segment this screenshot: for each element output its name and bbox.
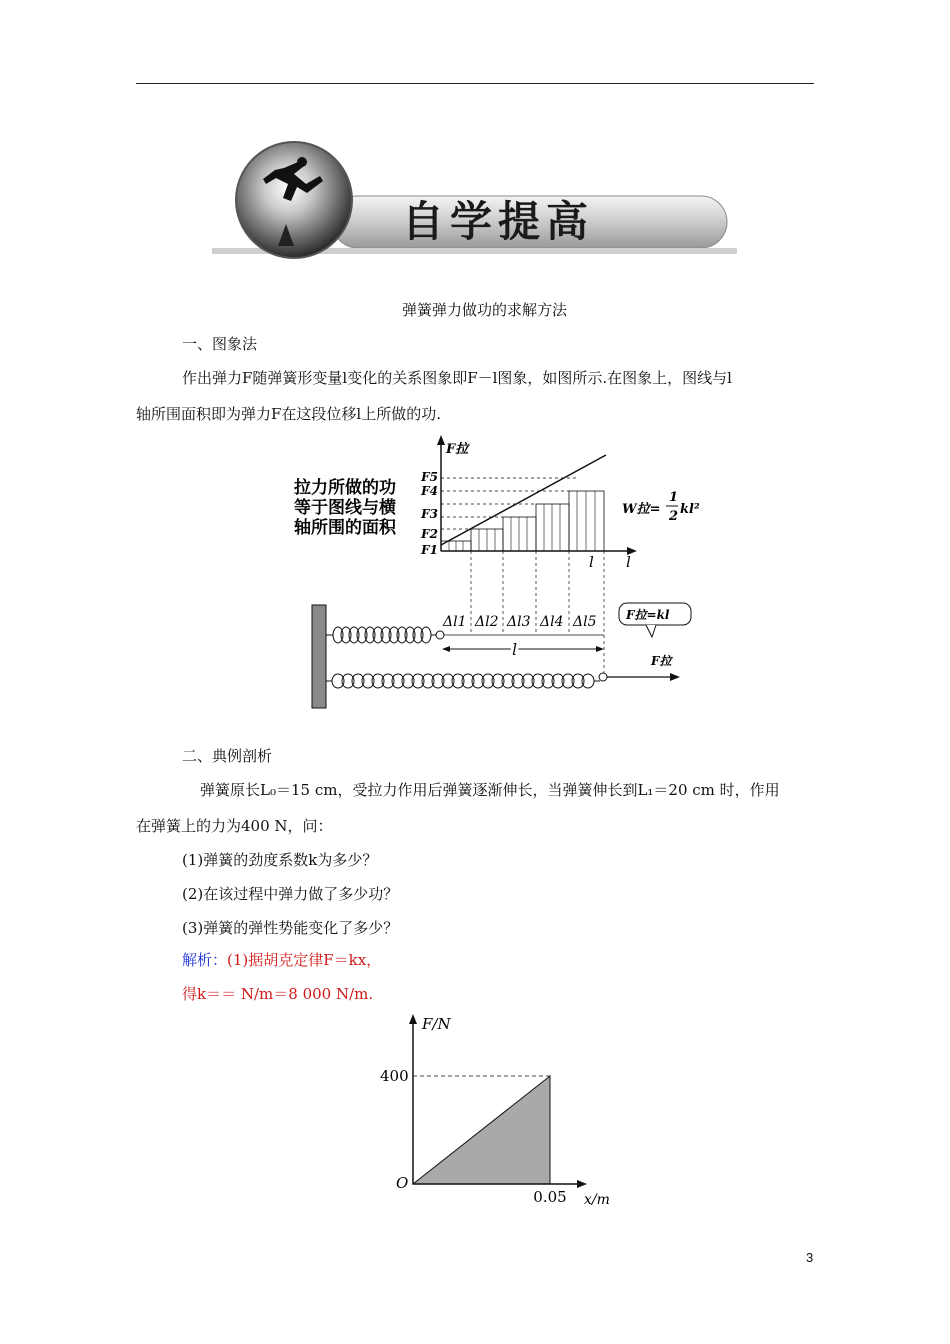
delta-l5: Δl5 bbox=[573, 614, 597, 630]
x-axis-label: l bbox=[626, 553, 631, 571]
header-rule bbox=[136, 83, 814, 84]
example-heading: 二、典例剖析 bbox=[182, 747, 273, 765]
problem-line-2: 在弹簧上的力为400 N，问： bbox=[136, 817, 333, 835]
force-displacement-chart bbox=[376, 1012, 626, 1212]
solution-label: 解析： bbox=[182, 951, 228, 969]
method-paragraph-line-2: 轴所围面积即为弹力F在这段位移l上所做的功. bbox=[136, 405, 441, 423]
section-title: 弹簧弹力做功的求解方法 bbox=[402, 301, 568, 319]
x-tick-label: 0.05 bbox=[533, 1188, 567, 1206]
solution-step-1: (1)据胡克定律F＝kx， bbox=[227, 951, 382, 969]
delta-l2: Δl2 bbox=[475, 614, 499, 630]
wall bbox=[312, 605, 326, 708]
pull-force-label: F拉 bbox=[651, 654, 672, 668]
work-area bbox=[413, 1076, 550, 1184]
x-axis-arrow bbox=[577, 1180, 587, 1188]
caption-line-1: 拉力所做的功 bbox=[294, 478, 396, 498]
caption-line-3: 轴所围的面积 bbox=[294, 518, 396, 538]
end-label: l bbox=[589, 553, 594, 571]
extension-label: l bbox=[512, 640, 518, 659]
force-label-f5: F5 bbox=[421, 470, 438, 484]
self-study-banner bbox=[212, 138, 737, 260]
force-label-f1: F1 bbox=[421, 543, 438, 557]
y-axis-arrow bbox=[409, 1014, 417, 1024]
formula-left: W拉= bbox=[622, 502, 661, 517]
x-axis-title: x/m bbox=[584, 1192, 610, 1208]
y-axis-label: F拉 bbox=[446, 442, 469, 457]
formula-right: kl² bbox=[680, 502, 700, 517]
y-axis-title: F/N bbox=[422, 1015, 451, 1033]
formula-numerator: 1 bbox=[669, 490, 679, 505]
force-label-f2: F2 bbox=[421, 527, 438, 541]
method-paragraph-line-1: 作出弹力F随弹簧形变量l变化的关系图象即F－l图象，如图所示.在图象上，图线与l bbox=[182, 369, 732, 387]
question-2: (2)在该过程中弹力做了多少功？ bbox=[182, 885, 399, 903]
force-label-f4: F4 bbox=[421, 484, 438, 498]
force-label-f3: F3 bbox=[421, 507, 438, 521]
banner-title: 自学提高 bbox=[402, 197, 595, 246]
problem-line-1: 弹簧原长L₀＝15 cm，受拉力作用后弹簧逐渐伸长，当弹簧伸长到L₁＝20 cm 时，作用 bbox=[200, 781, 780, 799]
question-1: (1)弹簧的劲度系数k为多少？ bbox=[182, 851, 378, 869]
page-number: 3 bbox=[806, 1250, 814, 1265]
formula-denominator: 2 bbox=[669, 509, 679, 524]
question-3: (3)弹簧的弹性势能变化了多少？ bbox=[182, 919, 399, 937]
spring-work-figure bbox=[286, 433, 700, 713]
method-heading: 一、图象法 bbox=[182, 335, 258, 353]
caption-line-2: 等于图线与横 bbox=[294, 498, 396, 518]
delta-l1: Δl1 bbox=[443, 614, 467, 630]
delta-l3: Δl3 bbox=[507, 614, 531, 630]
delta-l4: Δl4 bbox=[540, 614, 564, 630]
callout-formula: F拉=kl bbox=[626, 608, 670, 622]
solution-line-1 bbox=[182, 950, 381, 970]
origin-label: O bbox=[396, 1174, 409, 1192]
solution-step-2: 得k＝＝ N/m＝8 000 N/m. bbox=[182, 985, 374, 1003]
y-tick-label: 400 bbox=[380, 1067, 409, 1085]
